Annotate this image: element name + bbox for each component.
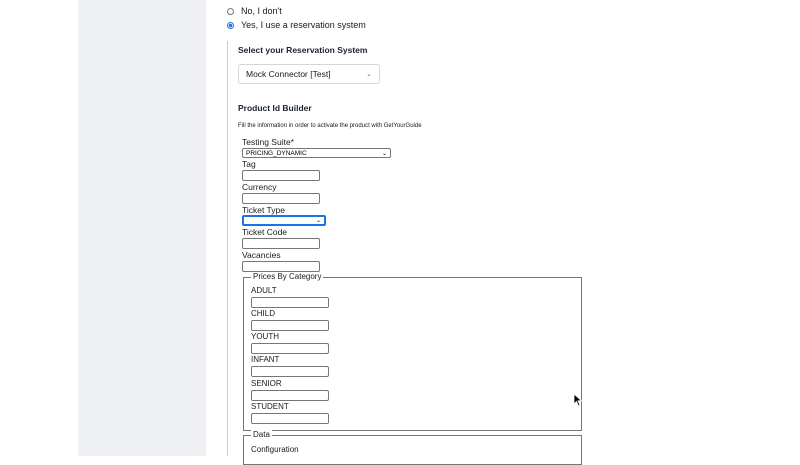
vacancies-label: Vacancies (242, 250, 281, 260)
radio-no-option[interactable] (227, 6, 282, 16)
radio-yes-circle[interactable] (227, 22, 234, 29)
adult-label: ADULT (251, 286, 277, 295)
chevron-down-icon: ⌄ (381, 150, 387, 157)
child-label: CHILD (251, 309, 276, 318)
infant-input[interactable] (251, 366, 329, 377)
senior-input[interactable] (251, 390, 329, 401)
currency-label: Currency (242, 182, 277, 192)
data-legend: Data (253, 430, 270, 439)
reservation-system-value: Mock Connector [Test] (246, 69, 331, 79)
youth-input[interactable] (251, 343, 329, 354)
testing-suite-value: PRICING_DYNAMIC (246, 149, 307, 157)
senior-label: SENIOR (251, 379, 282, 388)
radio-no-circle[interactable] (227, 8, 234, 15)
chevron-down-icon: ⌄ (366, 71, 372, 78)
ticket-code-input[interactable] (242, 238, 320, 249)
product-id-builder-hint: Fill the information in order to activate the product with GetYourGuide (238, 123, 422, 129)
section-divider-line (227, 41, 228, 456)
adult-input[interactable] (251, 297, 329, 308)
radio-no-label: No, I don't (241, 6, 282, 16)
mouse-pointer-icon (573, 393, 583, 407)
student-input[interactable] (251, 413, 329, 424)
tag-label: Tag (242, 159, 256, 169)
child-input[interactable] (251, 320, 329, 331)
radio-yes-option[interactable] (227, 20, 366, 30)
sidebar-background (78, 0, 206, 456)
testing-suite-label: Testing Suite* (242, 137, 294, 147)
chevron-down-icon: ⌄ (315, 218, 321, 224)
testing-suite-select[interactable] (242, 148, 391, 158)
product-id-builder-heading: Product Id Builder (238, 103, 312, 113)
prices-by-category-legend: Prices By Category (253, 272, 322, 281)
youth-label: YOUTH (251, 332, 279, 341)
main-content (206, 0, 800, 456)
reservation-system-select[interactable] (238, 64, 380, 84)
ticket-code-label: Ticket Code (242, 227, 288, 237)
reservation-system-heading: Select your Reservation System (238, 45, 368, 55)
currency-input[interactable] (242, 193, 320, 204)
ticket-type-label: Ticket Type (242, 205, 285, 215)
student-label: STUDENT (251, 402, 289, 411)
ticket-type-select[interactable] (242, 215, 326, 226)
tag-input[interactable] (242, 170, 320, 181)
configuration-label: Configuration (251, 445, 299, 454)
vacancies-input[interactable] (242, 261, 320, 272)
radio-yes-label: Yes, I use a reservation system (241, 20, 366, 30)
infant-label: INFANT (251, 355, 280, 364)
